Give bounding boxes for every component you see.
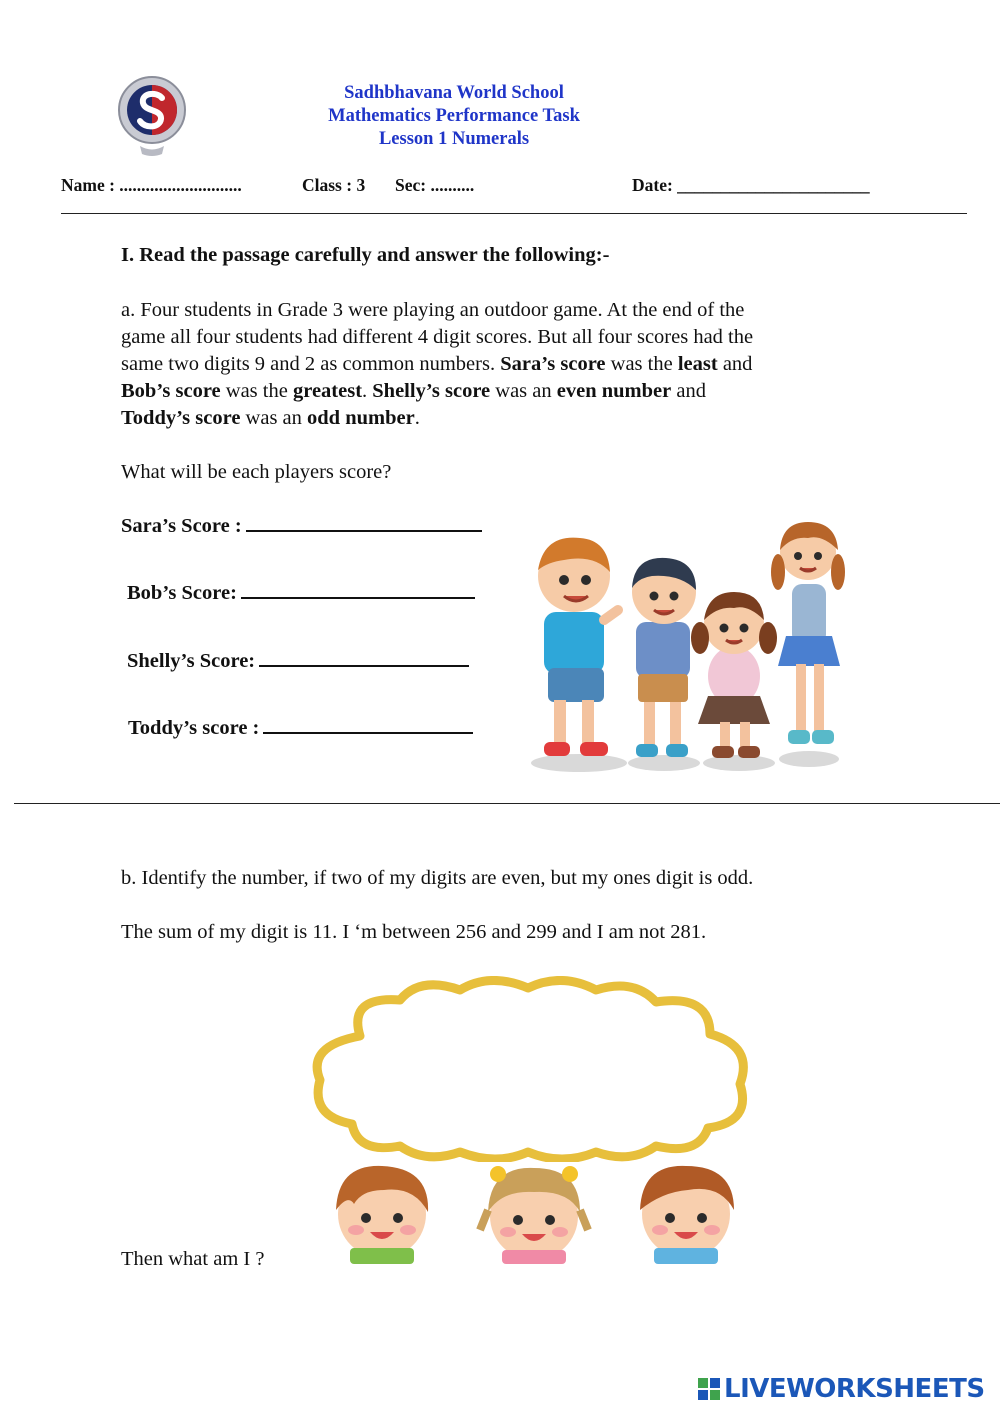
subject-title: Mathematics Performance Task xyxy=(328,106,580,126)
liveworksheets-wordmark: LIVEWORKSHEETS xyxy=(724,1374,985,1404)
riddle-line-1: b. Identify the number, if two of my digits are even, but my ones digit is odd. xyxy=(121,867,754,889)
bob-score-label: Bob’s Score: xyxy=(127,582,237,604)
passage-line: Toddy’s score was an odd number. xyxy=(121,407,420,429)
toddy-score-answer-blank[interactable] xyxy=(263,731,473,734)
kids-faces-illustration xyxy=(322,1160,746,1264)
school-name: Sadhbhavana World School xyxy=(344,83,564,103)
section-1-title: I. Read the passage carefully and answer the following:- xyxy=(121,244,610,266)
bob-score-answer-blank[interactable] xyxy=(241,596,475,599)
shelly-score-answer-blank[interactable] xyxy=(259,664,469,667)
section-field: Sec: .......... xyxy=(395,175,475,195)
passage-line: game all four students had different 4 digit scores. But all four scores had the xyxy=(121,326,754,348)
shelly-score-label: Shelly’s Score: xyxy=(127,650,256,672)
passage-line: same two digits 9 and 2 as common numbers. Sara’s score was the least and xyxy=(121,353,753,375)
sara-score-row xyxy=(121,515,482,538)
name-field: Name : ............................ xyxy=(61,175,242,195)
liveworksheets-logo-icon xyxy=(697,1377,721,1401)
toddy-score-label: Toddy’s score : xyxy=(128,717,260,739)
liveworksheets-branding xyxy=(697,1374,985,1404)
riddle-question: Then what am I ? xyxy=(121,1248,265,1270)
class-field: Class : 3 xyxy=(302,175,366,195)
lesson-title: Lesson 1 Numerals xyxy=(378,129,530,149)
bob-score-row xyxy=(127,582,475,605)
worksheet-header xyxy=(254,82,654,151)
sara-score-label: Sara’s Score : xyxy=(121,515,242,537)
question-prompt: What will be each players score? xyxy=(121,461,392,483)
date-field: Date: ______________________ xyxy=(632,175,870,195)
section-divider xyxy=(14,803,1000,804)
riddle-line-2: The sum of my digit is 11. I ‘m between 256 and 299 and I am not 281. xyxy=(121,921,707,943)
shelly-score-row xyxy=(127,650,469,673)
header-divider xyxy=(61,213,967,214)
toddy-score-row xyxy=(128,717,473,740)
thought-cloud-icon[interactable] xyxy=(300,976,760,1162)
sara-score-answer-blank[interactable] xyxy=(246,529,482,532)
passage-line: Bob’s score was the greatest. Shelly’s score was an even number and xyxy=(121,380,706,402)
passage-line: a. Four students in Grade 3 were playing an outdoor game. At the end of the xyxy=(121,299,745,321)
school-logo-icon xyxy=(116,74,188,156)
passage xyxy=(121,297,881,432)
children-illustration xyxy=(524,516,854,778)
